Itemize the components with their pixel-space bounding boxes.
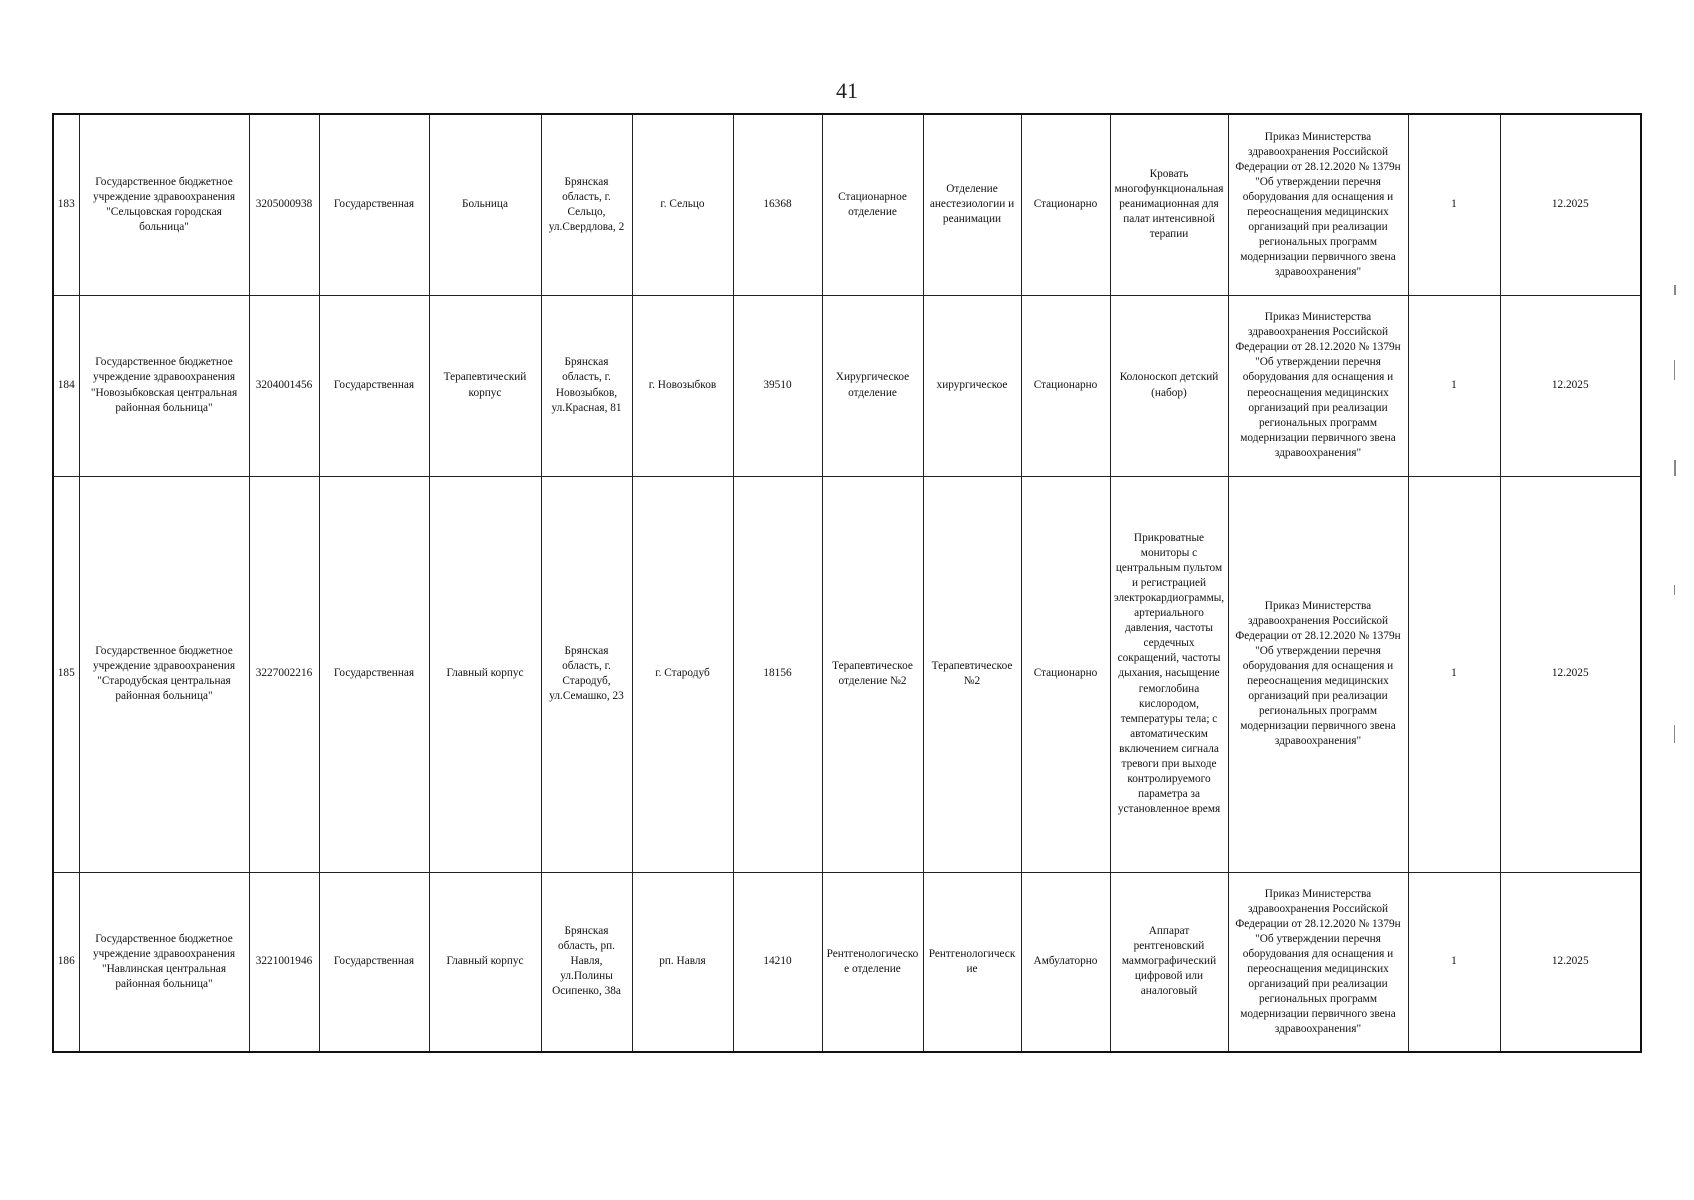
legal-basis: Приказ Министерства здравоохранения Российской Федерации от 28.12.2020 № 1379н "Об утверждении перечня оборудования для оснащения и переоснащения медицинских организаций при реализации региональных программ модернизации первичного звена здравоохранения" [1228, 295, 1408, 476]
equipment-name: Прикроватные мониторы с центральным пультом и регистрацией электрокардиограммы, артериального давления, частоты сердечных сокращений, частоты дыхания, насыщение гемоглобина кислородом, температуры тела; с автоматическим включением сигнала тревоги при выходе контролируемого параметра за установленное время [1110, 476, 1228, 872]
population: 16368 [733, 114, 822, 295]
row-number: 184 [53, 295, 79, 476]
due-date: 12.2025 [1500, 872, 1641, 1052]
quantity: 1 [1408, 114, 1500, 295]
subdivision: хирургическое [923, 295, 1021, 476]
department: Терапевтическое отделение №2 [822, 476, 923, 872]
locality: г. Сельцо [632, 114, 733, 295]
ownership-type: Государственная [319, 476, 429, 872]
table-row [53, 872, 1641, 1052]
equipment-table [52, 113, 1642, 1053]
scan-speck [1674, 460, 1676, 476]
population: 14210 [733, 872, 822, 1052]
address: Брянская область, рп. Навля, ул.Полины Осипенко, 38а [541, 872, 632, 1052]
building: Главный корпус [429, 872, 541, 1052]
population: 18156 [733, 476, 822, 872]
table-row [53, 295, 1641, 476]
institution-name: Государственное бюджетное учреждение здравоохранения "Стародубская центральная районная больница" [79, 476, 249, 872]
scan-speck [1674, 725, 1675, 743]
building: Терапевтический корпус [429, 295, 541, 476]
address: Брянская область, г. Новозыбков, ул.Красная, 81 [541, 295, 632, 476]
scan-speck [1674, 285, 1676, 295]
ownership-type: Государственная [319, 114, 429, 295]
inn: 3221001946 [249, 872, 319, 1052]
scan-speck [1674, 360, 1675, 380]
quantity: 1 [1408, 476, 1500, 872]
row-number: 183 [53, 114, 79, 295]
due-date: 12.2025 [1500, 476, 1641, 872]
equipment-name: Колоноскоп детский (набор) [1110, 295, 1228, 476]
subdivision: Рентгенологические [923, 872, 1021, 1052]
institution-name: Государственное бюджетное учреждение здравоохранения "Новозыбковская центральная районная больница" [79, 295, 249, 476]
quantity: 1 [1408, 295, 1500, 476]
department: Рентгенологическое отделение [822, 872, 923, 1052]
building: Больница [429, 114, 541, 295]
locality: г. Стародуб [632, 476, 733, 872]
legal-basis: Приказ Министерства здравоохранения Российской Федерации от 28.12.2020 № 1379н "Об утверждении перечня оборудования для оснащения и переоснащения медицинских организаций при реализации региональных программ модернизации первичного звена здравоохранения" [1228, 872, 1408, 1052]
legal-basis: Приказ Министерства здравоохранения Российской Федерации от 28.12.2020 № 1379н "Об утверждении перечня оборудования для оснащения и переоснащения медицинских организаций при реализации региональных программ модернизации первичного звена здравоохранения" [1228, 114, 1408, 295]
quantity: 1 [1408, 872, 1500, 1052]
department: Стационарное отделение [822, 114, 923, 295]
table-row [53, 114, 1641, 295]
care-form: Стационарно [1021, 476, 1110, 872]
building: Главный корпус [429, 476, 541, 872]
equipment-name: Аппарат рентгеновский маммографический цифровой или аналоговый [1110, 872, 1228, 1052]
inn: 3204001456 [249, 295, 319, 476]
inn: 3205000938 [249, 114, 319, 295]
care-form: Стационарно [1021, 295, 1110, 476]
subdivision: Отделение анестезиологии и реанимации [923, 114, 1021, 295]
due-date: 12.2025 [1500, 295, 1641, 476]
ownership-type: Государственная [319, 295, 429, 476]
scan-speck [1674, 585, 1675, 595]
table-row [53, 476, 1641, 872]
address: Брянская область, г. Сельцо, ул.Свердлова, 2 [541, 114, 632, 295]
locality: г. Новозыбков [632, 295, 733, 476]
department: Хирургическое отделение [822, 295, 923, 476]
care-form: Амбулаторно [1021, 872, 1110, 1052]
equipment-name: Кровать многофункциональная реанимационная для палат интенсивной терапии [1110, 114, 1228, 295]
page-number: 41 [836, 78, 858, 103]
locality: рп. Навля [632, 872, 733, 1052]
institution-name: Государственное бюджетное учреждение здравоохранения "Сельцовская городская больница" [79, 114, 249, 295]
institution-name: Государственное бюджетное учреждение здравоохранения "Навлинская центральная районная больница" [79, 872, 249, 1052]
ownership-type: Государственная [319, 872, 429, 1052]
legal-basis: Приказ Министерства здравоохранения Российской Федерации от 28.12.2020 № 1379н "Об утверждении перечня оборудования для оснащения и переоснащения медицинских организаций при реализации региональных программ модернизации первичного звена здравоохранения" [1228, 476, 1408, 872]
due-date: 12.2025 [1500, 114, 1641, 295]
care-form: Стационарно [1021, 114, 1110, 295]
subdivision: Терапевтическое №2 [923, 476, 1021, 872]
population: 39510 [733, 295, 822, 476]
address: Брянская область, г. Стародуб, ул.Семашко, 23 [541, 476, 632, 872]
inn: 3227002216 [249, 476, 319, 872]
row-number: 186 [53, 872, 79, 1052]
row-number: 185 [53, 476, 79, 872]
